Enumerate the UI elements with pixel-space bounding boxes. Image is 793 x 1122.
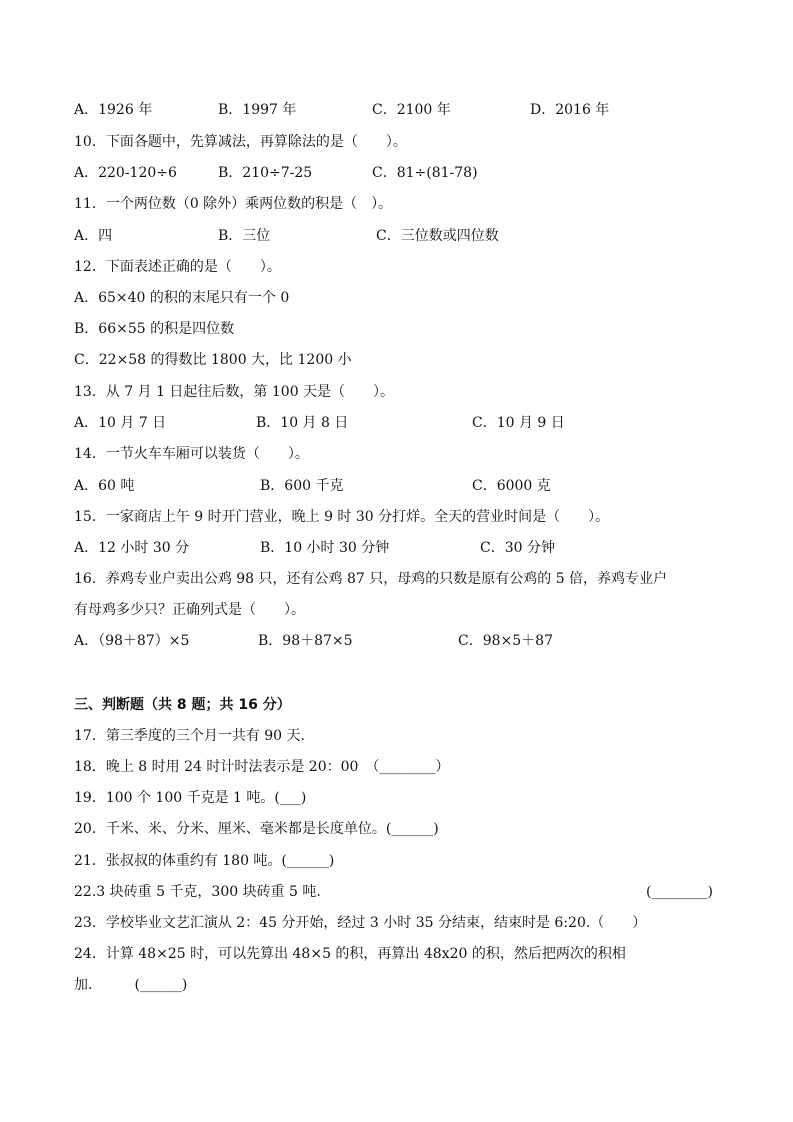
section-heading: 三、判断题（共 8 题；共 16 分） <box>74 697 291 713</box>
q13-question: 13．从 7 月 1 日起往后数，第 100 天是（ ）。 <box>74 384 395 400</box>
q14-option-b: B．600 千克 <box>260 478 344 494</box>
q24-statement-line1: 24．计算 48×25 时，可以先算出 48×5 的积，再算出 48x20 的积，然后把两次的积相 <box>74 946 626 962</box>
q9-option-b: B．1997 年 <box>218 102 297 118</box>
q14-option-c: C．6000 克 <box>472 478 551 494</box>
q11-option-c: C．三位数或四位数 <box>376 228 499 244</box>
q18-statement: 18．晚上 8 时用 24 时计时法表示是 20：00 （________） <box>74 759 450 775</box>
q15-option-c: C．30 分钟 <box>480 540 555 556</box>
q9-option-a: A．1926 年 <box>74 102 153 118</box>
q13-option-c: C．10 月 9 日 <box>472 415 565 431</box>
q11-option-a: A．四 <box>74 228 113 244</box>
q23-statement: 23．学校毕业文艺汇演从 2：45 分开始，经过 3 小时 35 分结束，结束时是 6:20.（ ） <box>74 915 647 931</box>
q12-option-a: A．65×40 的积的末尾只有一个 0 <box>74 290 290 306</box>
q16-option-c: C．98×5＋87 <box>458 633 553 649</box>
q16-option-b: B．98＋87×5 <box>258 633 353 649</box>
q13-option-b: B．10 月 8 日 <box>256 415 349 431</box>
q15-option-b: B．10 小时 30 分钟 <box>260 540 390 556</box>
q12-option-b: B．66×55 的积是四位数 <box>74 321 235 337</box>
q10-option-a: A．220-120÷6 <box>74 165 177 181</box>
q17-statement: 17．第三季度的三个月一共有 90 天. <box>74 728 305 744</box>
q19-statement: 19．100 个 100 千克是 1 吨。(___) <box>74 790 307 806</box>
q11-option-b: B．三位 <box>218 228 271 244</box>
q14-question: 14．一节火车车厢可以装货（ ）。 <box>74 446 309 462</box>
q13-option-a: A．10 月 7 日 <box>74 415 167 431</box>
q16-option-a: A．（98＋87）×5 <box>74 633 190 649</box>
q22-statement: 22.3 块砖重 5 千克，300 块砖重 5 吨. <box>74 884 321 900</box>
q22-answer-blank: (________) <box>646 884 713 900</box>
q15-option-a: A．12 小时 30 分 <box>74 540 190 556</box>
q10-option-c: C．81÷(81-78) <box>372 165 478 181</box>
q9-option-d: D．2016 年 <box>530 102 610 118</box>
q15-question: 15．一家商店上午 9 时开门营业，晚上 9 时 30 分打烊。全天的营业时间是（ ）。 <box>74 509 610 525</box>
q20-statement: 20．千米、米、分米、厘米、毫米都是长度单位。(______) <box>74 821 439 837</box>
q12-question: 12．下面表述正确的是（ ）。 <box>74 259 281 275</box>
q11-question: 11．一个两位数（0 除外）乘两位数的积是（ ）。 <box>74 196 393 212</box>
q10-option-b: B．210÷7-25 <box>218 165 313 181</box>
q21-statement: 21．张叔叔的体重约有 180 吨。(______) <box>74 853 335 869</box>
q12-option-c: C．22×58 的得数比 1800 大，比 1200 小 <box>74 352 352 368</box>
q16-question-line1: 16．养鸡专业户卖出公鸡 98 只，还有公鸡 87 只，母鸡的只数是原有公鸡的 5 倍，养鸡专业户 <box>74 571 668 587</box>
q10-question: 10．下面各题中，先算减法，再算除法的是（ ）。 <box>74 134 407 150</box>
q14-option-a: A．60 吨 <box>74 478 135 494</box>
q24-statement-line2: 加. (______) <box>74 977 188 993</box>
q9-option-c: C．2100 年 <box>372 102 451 118</box>
q16-question-line2: 有母鸡多少只？正确列式是（ ）。 <box>74 602 305 618</box>
